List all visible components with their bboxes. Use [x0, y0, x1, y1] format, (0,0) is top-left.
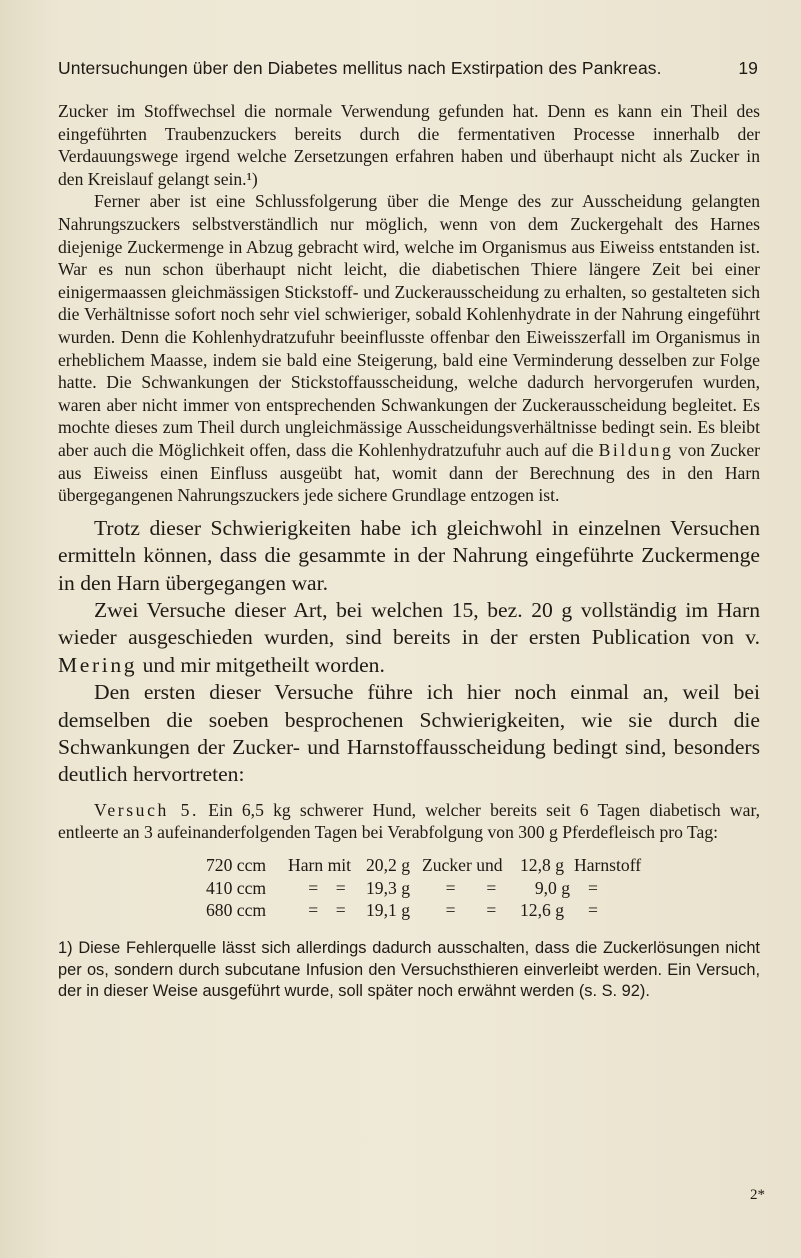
sugar-cell: 19,3 g [366, 877, 410, 898]
paragraph-2-part-b: von Zucker aus Eiweiss einen Einfluss ausgeübt hat, womit dann der Berechnung des in den Harn übergegangenen Nahrungszuckers jede sichere Grundlage entzogen ist. [58, 439, 761, 506]
volume-cell: 680 ccm [206, 900, 267, 921]
urea-cell: 9,0 g [534, 877, 570, 898]
urea-cell: 12,8 g [520, 854, 564, 875]
urea-cell: 12,6 g [520, 900, 564, 921]
sugar-cell: 20,2 g [366, 854, 410, 875]
experiment-label: Versuch 5. [94, 799, 200, 820]
footnote: 1) Diese Fehlerquelle lässt sich allerdings dadurch ausschalten, dass die Zuckerlösungen nicht per os, sondern durch subcutane Infusion den Versuchsthieren einverleibt werden. Ein Versuch, der in dieser Weise ausgeführt wurde, soll später noch erwähnt werden (s. S. 92). [58, 938, 760, 1001]
signature-mark: 2* [750, 1187, 765, 1203]
page-number: 19 [738, 58, 758, 78]
paragraph-3: Trotz dieser Schwierigkeiten habe ich gleichwohl in einzelnen Versuchen ermitteln können, dass die gesammte in der Nahrung eingeführte Zuckermenge in den Harn übergegangen war. [58, 515, 760, 595]
paragraph-6-text: Ein 6,5 kg schwerer Hund, welcher bereits seit 6 Tagen diabetisch war, entleerte an 3 aufeinanderfolgenden Tagen bei Verabfolgung von 300 g Pferdefleisch pro Tag: [58, 799, 760, 843]
ditto-cell: = = [308, 900, 346, 921]
label-cell: Zucker und [422, 854, 503, 875]
label-cell: Harn mit [288, 854, 352, 875]
paragraph-4-part-b: und mir mitgetheilt worden. [142, 652, 385, 677]
ditto-cell: = = [445, 900, 497, 921]
table-row [206, 877, 641, 900]
table-row [206, 899, 641, 922]
paragraph-4 [58, 597, 760, 679]
paragraph-2 [58, 190, 760, 506]
emphasis-mering: Mering [58, 652, 138, 677]
paragraph-6 [58, 799, 760, 844]
ditto-cell: = [588, 900, 598, 921]
ditto-cell: = = [308, 877, 346, 898]
paragraph-2-part-a: Ferner aber ist eine Schlussfolgerung über die Menge des zur Ausscheidung gelangten Nahrungszuckers selbstverständlich nur möglich, wenn von dem Zuckergehalt des Harnes diejenige Zuckermenge in Abzug gebracht wird, welche im Organismus aus Eiweiss entstanden ist. War es nun schon überhaupt nicht leicht, die diabetischen Thiere längere Zeit bei einer einigermaassen gleichmässigen Stickstoff- und Zuckerausscheidung zu erhalten, so gestalteten sich die Verhältnisse sofort noch sehr viel schwieriger, sobald Kohlenhydrate in der Nahrung eingeführt wurden. Denn die Kohlenhydratzufuhr beeinflusste offenbar den Eiweisszerfall im Organismus in erheblichem Maasse, indem sie bald eine Steigerung, bald eine Verminderung desselben zur Folge hatte. Die Schwankungen der Stickstoffausscheidung, welche dadurch hervorgerufen wurden, waren aber nicht immer von entsprechenden Schwankungen der Zuckerausscheidung begleitet. Es mochte dieses zum Theil durch ungleichmässige Ausscheidungsverhältnisse bedingt sein. Es bleibt aber auch die Möglichkeit offen, dass die Kohlenhydratzufuhr auch auf die [58, 191, 760, 460]
table-row [206, 854, 641, 877]
volume-cell: 410 ccm [206, 877, 267, 898]
label-cell: Harnstoff [574, 854, 642, 875]
volume-cell: 720 ccm [206, 854, 267, 875]
paragraph-4-part-a: Zwei Versuche dieser Art, bei welchen 15, bez. 20 g vollständig im Harn wieder ausgeschieden wurden, sind bereits in der ersten Publication von v. [58, 597, 760, 650]
running-header [58, 58, 758, 79]
urine-data-table [206, 854, 641, 922]
body-text [58, 100, 760, 1003]
paragraph-5: Den ersten dieser Versuche führe ich hier noch einmal an, weil bei demselben die soeben besprochenen Schwierigkeiten, wie sie durch die Schwankungen der Zucker- und Harnstoffausscheidung bedingt sind, besonders deutlich hervortreten: [58, 680, 760, 787]
sugar-cell: 19,1 g [366, 900, 410, 921]
ditto-cell: = [588, 877, 598, 898]
emphasis-bildung: Bildung [598, 439, 674, 460]
ditto-cell: = = [445, 877, 497, 898]
paragraph-1: Zucker im Stoffwechsel die normale Verwendung gefunden hat. Denn es kann ein Theil des eingeführten Traubenzuckers bereits durch die fermentativen Processe innerhalb der Verdauungswege irgend welche Zersetzungen erfahren haben und überhaupt nicht als Zucker in den Kreislauf gelangt sein.¹) [58, 101, 760, 189]
running-title: Untersuchungen über den Diabetes mellitus nach Exstirpation des Pankreas. [58, 58, 662, 78]
